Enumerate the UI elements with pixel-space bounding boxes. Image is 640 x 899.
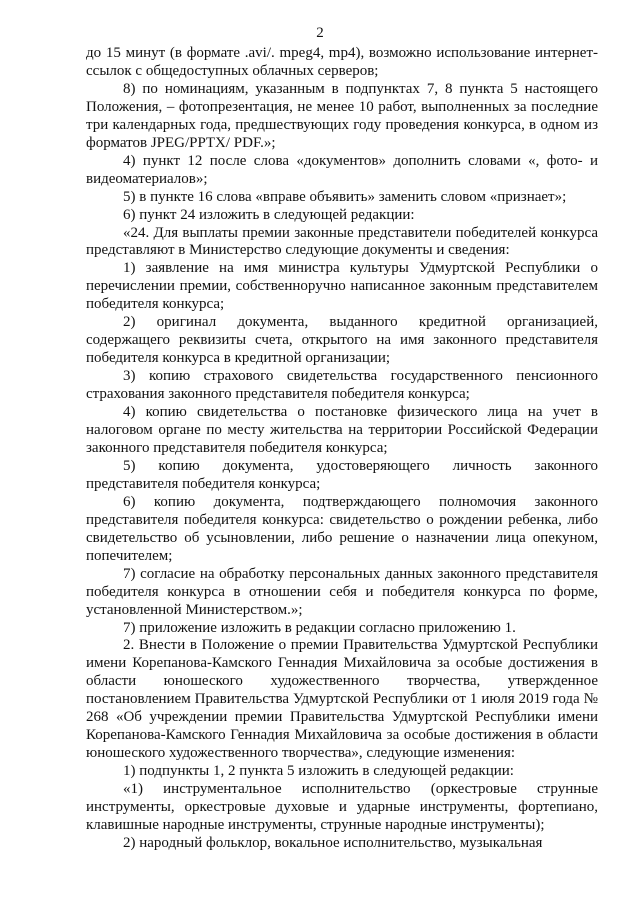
paragraph: 7) приложение изложить в редакции согласно приложению 1. [123, 619, 516, 636]
paragraph: 4) пункт 12 после слова «документов» дополнить словами «, фото- и видеоматериалов»; [86, 152, 598, 187]
page-number: 2 [316, 25, 324, 41]
paragraph: 7) согласие на обработку персональных данных законного представителя победителя конкурса в отношении себя и победителя конкурса по форме, установленной Министерством.»; [86, 565, 598, 618]
paragraph: 2) народный фольклор, вокальное исполнительство, музыкальная [123, 834, 543, 851]
paragraph: 8) по номинациям, указанным в подпунктах 7, 8 пункта 5 настоящего Положения, – фотопрезентация, не менее 10 работ, выполненных за последние три календарных года, предшествующих году проведения конкурса, в одном из форматов JPEG/PPTX/ PDF.»; [86, 80, 598, 151]
paragraph: 1) заявление на имя министра культуры Удмуртской Республики о перечислении премии, собственноручно написанное законным представителем победителя конкурса; [86, 260, 598, 313]
paragraph: 1) подпункты 1, 2 пункта 5 изложить в следующей редакции: [123, 763, 514, 780]
paragraph: до 15 минут (в формате .avi/. mpeg4, mp4), возможно использование интернет-ссылок с общедоступных облачных серверов; [86, 45, 598, 79]
paragraph: «1) инструментальное исполнительство (оркестровые струнные инструменты, оркестровые духовые и ударные инструменты, фортепиано, клавишные народные инструменты, струнные народные инструменты); [86, 781, 598, 833]
paragraph: 5) копию документа, удостоверяющего личность законного представителя победителя конкурса; [86, 457, 598, 492]
paragraph: 4) копию свидетельства о постановке физического лица на учет в налоговом органе по месту жительства на территории Российской Федерации законного представителя победителя конкурса; [86, 404, 598, 456]
document-body [86, 45, 598, 853]
paragraph: 2. Внести в Положение о премии Правительства Удмуртской Республики имени Корепанова-Камского Геннадия Михайловича за особые достижения в области юношеского художественного творчества, утвержденное постановлением Правительства Удмуртской Республики от 1 июля 2019 года № 268 «Об учреждении премии Правительства Удмуртской Республики имени Корепанова-Камского Геннадия Михайловича за особые достижения в области юношеского художественного творчества», следующие изменения: [86, 637, 598, 762]
paragraph: 3) копию страхового свидетельства государственного пенсионного страхования законного представителя победителя конкурса; [86, 368, 598, 403]
paragraph: 6) копию документа, подтверждающего полномочия законного представителя победителя конкурса: свидетельство о рождении ребенка, либо свидетельство об усыновлении, либо решение о назначении лица опекуном, попечителем; [86, 493, 598, 564]
paragraph: 2) оригинал документа, выданного кредитной организацией, содержащего реквизиты счета, открытого на имя законного представителя победителя конкурса в кредитной организации; [86, 314, 598, 367]
paragraph: «24. Для выплаты премии законные представители победителей конкурса представляют в Министерство следующие документы и сведения: [86, 224, 598, 259]
paragraph: 5) в пункте 16 слова «вправе объявить» заменить словом «признает»; [123, 188, 567, 205]
paragraph: 6) пункт 24 изложить в следующей редакции: [123, 206, 415, 223]
